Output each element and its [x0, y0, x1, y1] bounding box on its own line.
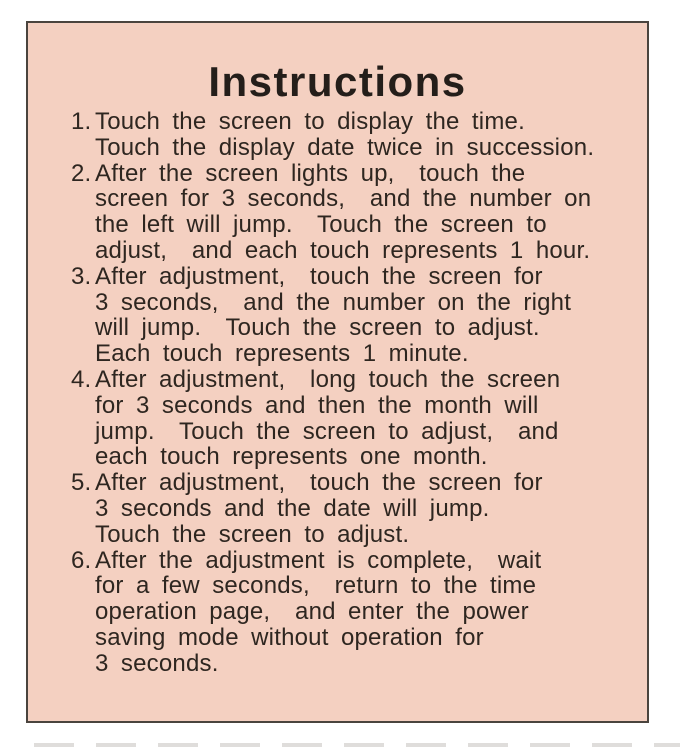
instruction-list — [28, 109, 647, 677]
instruction-item — [71, 367, 633, 470]
bottom-edge-dashes — [34, 743, 680, 747]
instruction-text: After the adjustment is complete, wait for a few seconds, return to the time operation page, and enter the power saving mode without operation for 3 seconds. — [95, 546, 542, 677]
page-title: Instructions — [208, 58, 467, 105]
instruction-number: 2. — [71, 159, 92, 187]
instruction-number: 6. — [71, 546, 92, 574]
instruction-text: After adjustment, long touch the screen for 3 seconds and then the month will jump. Touch the screen to adjust, and each touch represents one month. — [95, 365, 561, 471]
instruction-text: After adjustment, touch the screen for 3 seconds, and the number on the right will jump. Touch the screen to adjust. Each touch represents 1 minute. — [95, 262, 572, 368]
instruction-number: 4. — [71, 365, 92, 393]
instruction-number: 3. — [71, 262, 92, 290]
instruction-item — [71, 109, 633, 161]
instruction-text: After adjustment, touch the screen for 3 seconds and the date will jump. Touch the screen to adjust. — [95, 469, 543, 548]
instruction-text: After the screen lights up, touch the screen for 3 seconds, and the number on the left will jump. Touch the screen to adjust, and each touch represents 1 hour. — [95, 159, 592, 264]
instruction-item — [71, 470, 633, 547]
instruction-item — [71, 548, 633, 677]
instruction-number: 5. — [71, 469, 92, 497]
instruction-number: 1. — [71, 108, 92, 135]
instruction-item — [71, 161, 633, 264]
instruction-item — [71, 264, 633, 367]
instruction-card — [26, 21, 649, 723]
instruction-text: Touch the screen to display the time. Touch the display date twice in succession. — [95, 108, 595, 161]
